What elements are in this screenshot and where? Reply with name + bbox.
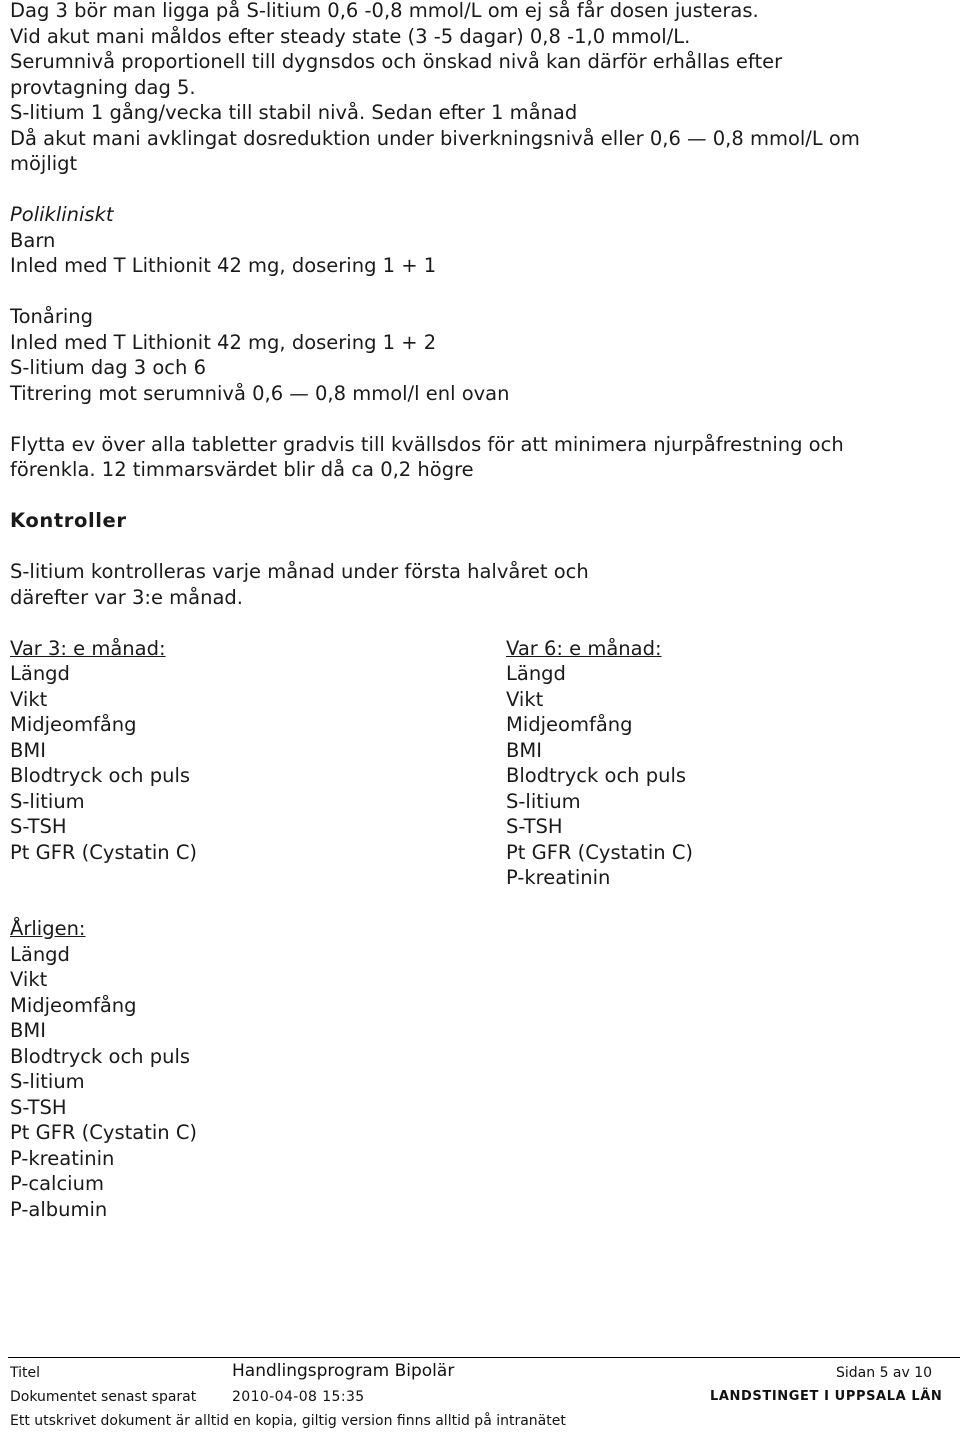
list-item: P-albumin [10,1197,108,1221]
list-item: P-kreatinin [506,866,611,889]
list-item: Längd [10,662,70,685]
list-item: Längd [506,662,566,685]
yearly-list [10,916,950,1222]
child-label: Barn [10,228,56,252]
text-line: Serumnivå proportionell till dygnsdos och önskad nivå kan därför erhållas efter [10,50,783,73]
footer-page-number: Sidan 5 av 10 [836,1365,933,1381]
list-item: Midjeomfång [506,713,633,736]
controls-intro [10,559,950,610]
footer-divider [8,1357,960,1358]
text-line: möjligt [10,152,78,175]
list-item: P-kreatinin [10,1146,115,1170]
list-item: S-litium [10,1070,85,1093]
list-item: Blodtryck och puls [506,764,687,787]
text-line: Flytta ev över alla tabletter gradvis till kvällsdos för att minimera njurpåfrestning och [10,432,844,456]
periodic-checks [10,636,950,891]
list-item: Pt GFR (Cystatin C) [506,840,694,864]
evening-dose-note [10,432,950,483]
yearly-heading: Årligen: [10,917,86,940]
outpatient-heading: Polikliniskt [10,203,114,226]
text-line: Då akut mani avklingat dosreduktion under biverkningsnivå eller 0,6 — 0,8 mmol/L om [10,126,860,150]
list-item: S-litium [10,789,85,813]
list-item: S-TSH [10,1095,67,1119]
teen-check: S-litium dag 3 och 6 [10,356,206,379]
teen-titration: Titrering mot serumnivå 0,6 — 0,8 mmol/l enl ovan [10,381,510,405]
text-line: därefter var 3:e månad. [10,585,244,609]
list-item: BMI [10,1019,46,1042]
list-item: P-calcium [10,1172,104,1195]
list-item: BMI [506,738,542,762]
list-item: S-TSH [10,815,67,838]
text-line: Vid akut mani måldos efter steady state (3 -5 dagar) 0,8 -1,0 mmol/L. [10,24,691,48]
every-6-months-heading: Var 6: e månad: [506,636,662,660]
text-line: provtagning dag 5. [10,75,196,99]
document-page [10,0,950,1222]
list-item: Blodtryck och puls [10,1044,191,1068]
controls-heading: Kontroller [10,509,127,532]
footer-organization: LANDSTINGET I UPPSALA LÄN [710,1389,943,1404]
footer-saved-label: Dokumentet senast sparat [10,1389,197,1405]
text-line: Dag 3 bör man ligga på S-litium 0,6 -0,8 mmol/L om ej så får dosen justeras. [10,0,759,22]
every-6-months-list [506,636,693,891]
teen-label: Tonåring [10,305,94,328]
list-item: Vikt [10,687,48,711]
footer-title-label: Titel [10,1365,41,1381]
list-item: Midjeomfång [10,713,137,736]
teen-dose: Inled med T Lithionit 42 mg, dosering 1 + 2 [10,330,437,354]
every-3-months-heading: Var 3: e månad: [10,636,166,660]
text-line: förenkla. 12 timmarsvärdet blir då ca 0,2 högre [10,458,474,481]
footer-saved-value: 2010-04-08 15:35 [232,1389,365,1405]
list-item: Vikt [10,968,48,991]
list-item: BMI [10,738,46,762]
every-3-months-list [10,636,197,866]
list-item: S-TSH [506,815,563,838]
page-footer [0,1355,960,1435]
text-line: S-litium kontrolleras varje månad under första halvåret och [10,560,589,583]
list-item: Längd [10,942,70,966]
list-item: Blodtryck och puls [10,764,191,787]
text-line: S-litium 1 gång/vecka till stabil nivå. Sedan efter 1 månad [10,101,578,124]
intro-paragraph [10,0,950,177]
list-item: Pt GFR (Cystatin C) [10,840,198,864]
footer-title-value: Handlingsprogram Bipolär [232,1361,455,1381]
child-dose: Inled med T Lithionit 42 mg, dosering 1 + 1 [10,254,437,277]
list-item: Midjeomfång [10,993,137,1017]
list-item: S-litium [506,789,581,813]
footer-disclaimer: Ett utskrivet dokument är alltid en kopia, giltig version finns alltid på intranätet [10,1413,566,1429]
list-item: Vikt [506,687,544,711]
outpatient-section [10,202,950,406]
list-item: Pt GFR (Cystatin C) [10,1121,198,1144]
